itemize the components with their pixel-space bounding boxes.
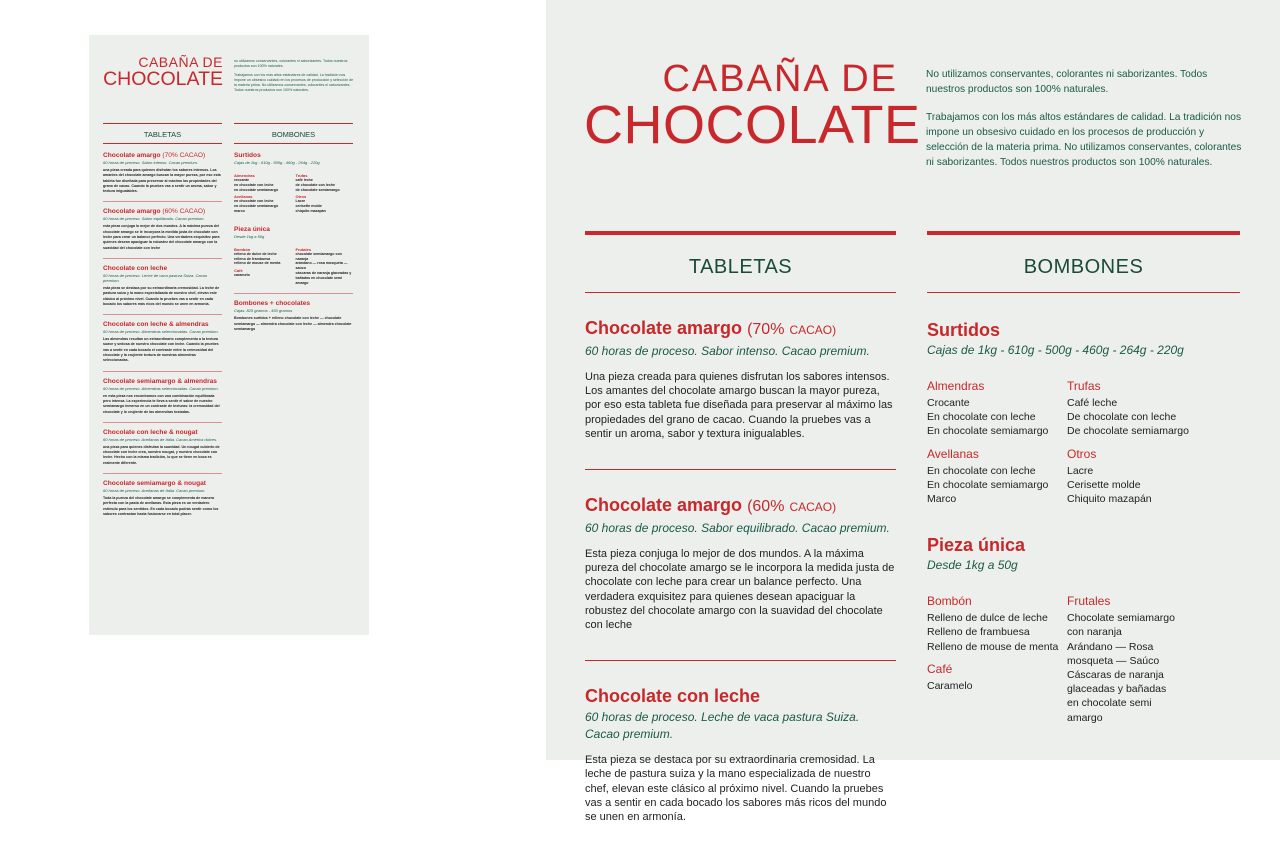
product-name: Chocolate con leche [585,686,761,707]
thumbnail-bombones-chocolates-subtitle: Cajas: 825 gramos - 450 gramos [234,308,293,314]
thumbnail-product-name: Chocolate semiamargo & nougat [103,480,206,488]
flavor-line: Cáscaras de naranja glaceadas y bañadas en chocolate semi amargo [1067,669,1167,724]
product-percent: (70% [747,321,785,338]
thumbnail-group-title: Bombón [234,246,251,252]
flavor-group [1067,447,1227,507]
thumbnail-bombones-column [234,123,353,332]
thumbnail-group-title: Otros [295,194,307,200]
menu-page [546,0,1280,824]
thumbnail-product [103,265,222,315]
thumbnail-surtidos-name: Surtidos [234,152,261,159]
flavor-line: Relleno de mouse de menta [927,640,1059,653]
flavor-line: De chocolate con leche [1067,411,1177,424]
thumbnail-product [103,208,222,258]
flavor-line: Caramelo [927,679,973,692]
thumbnail-product-description: Las almendras resultan un extraordinario complemento a la textura suave y sedosa de nuestro chocolate con leche. Cuando la pruebes vas a sentir en cada bocado el contraste entre la cremosidad del chocolate y la crujiente textura de nuestras almendras seleccionadas. [103,337,219,363]
thumbnail-intro [234,59,356,97]
brand-title-line1: CABAÑA DE [662,58,898,100]
flavor-line: Crocante [927,397,970,409]
thumbnail-group-line: relleno de dulce de leche [234,251,277,256]
product-name: Chocolate amargo [585,495,743,516]
thumbnail-product-description: una pieza creada para quienes disfrutan los sabores intensos. Los amantes del chocolate amargo buscan la mayor pureza, por eso esta tableta fue diseñada para preservar al máximo las propiedades del grano de cacao. Cuando la pruebes vas a sentir un aroma, sabor y textura inigualables. [103,168,221,194]
thumbnail-group-title: Café [234,268,243,274]
product-description: Una pieza creada para quienes disfrutan los sabores intensos. Los amantes del chocolate amargo buscan la mayor pureza, por eso esta tableta fue diseñada para preservar al máximo las propiedades del grano de cacao. Cuando la pruebes vas a sentir un aroma, sabor y textura inigualables. [585,371,893,440]
thumbnail-product-name: Chocolate con leche & nougat [103,428,198,436]
flavor-group [927,662,1067,693]
flavor-column [927,594,1067,725]
thumbnail-group-line: Lacre [295,199,306,204]
flavor-line: Relleno de frambuesa [927,626,1030,639]
flavor-line: Cerisette molde [1067,478,1141,491]
intro-paragraph-2: Trabajamos con los más altos estándares de calidad. La tradición nos impone un obsesivo cuidado en los procesos de producción y selección de la materia prima. No utilizamos conservantes, colorantes ni saborizantes. Todos nuestros productos son 100% naturales. [926,112,1242,168]
flavor-line: Marco [927,493,957,506]
flavor-line: Café leche [1067,397,1118,409]
product-percent: (60% [747,498,785,516]
thumbnail-title-line2: CHOCOLATE [103,68,223,90]
pieza-name: Pieza única [927,535,1026,556]
flavor-line: En chocolate con leche [927,411,1036,424]
flavor-group [1067,594,1227,725]
thumbnail-group-title: Avellanas [234,194,253,200]
thumbnail-group-line: chiquito mazapán [295,208,326,213]
brand-title [584,58,921,155]
tabletas-header: TABLETAS [585,235,896,293]
intro-paragraph-1: No utilizamos conservantes, colorantes ni saborizantes. Todos nuestros productos son 100% naturales. [926,69,1208,95]
thumbnail-surtidos-grid [234,171,353,214]
product-item [585,661,896,852]
flavor-line: En chocolate semiamargo [927,478,1049,491]
thumbnail-product-name: Chocolate amargo [103,208,161,216]
flavor-line: Chiquito mazapán [1067,493,1152,506]
thumbnail-product-percent: (70% CACAO) [162,152,206,159]
flavor-group [927,594,1067,654]
thumbnail-product-description: esta pieza conjuga lo mejor de dos mundos. A la máxima pureza del chocolate amargo se le incorpora la medida justa de chocolate con leche para crear un balance perfecto. Una verdadera exquisitez para quienes desean apaciguar la robustez del chocolate amargo con la suavidad del chocolate con leche [103,224,220,250]
thumbnail-product-name: Chocolate semiamargo & almendras [103,377,217,385]
flavor-group-title: Avellanas [927,446,979,461]
intro-text [926,67,1242,183]
thumbnail-group-line: crocante [234,178,249,182]
flavor-line: Chocolate semiamargo con naranja [1067,612,1175,639]
thumbnail-product [103,480,222,524]
thumbnail-group-line: de chocolate con leche [295,182,336,187]
thumbnail-product [103,321,222,371]
thumbnail-product-subtitle: 60 horas de proceso. Avellanas de Italia. Cacao premium. [103,488,206,494]
flavor-line: Relleno de dulce de leche [927,612,1048,625]
thumbnail-group-line: relleno de frambuesa [234,256,271,261]
flavor-line: De chocolate semiamargo [1067,425,1189,438]
thumbnail-product-description: Toda la pureza del chocolate amargo se complementa de manera perfecta con la pasta de avellanas. Esta pieza es un verdadero estímulo para los sentidos. En cada bocado podrás sentir como los sabores contrastan hasta fusionarse en total placer. [103,496,219,516]
thumbnail-group-line: cerisette molde [295,204,322,209]
thumbnail-product-percent: (60% CACAO) [162,208,206,216]
thumbnail-bombones-chocolates-description: Bombones surtidos + relleno chocolate con leche — chocolate semiamargo — almendra chocolate con leche — almendra chocolate semiamargo [234,316,352,331]
brand-title-line2: CHOCOLATE [584,95,921,155]
product-subtitle: 60 horas de proceso. Sabor intenso. Cacao premium. [585,344,870,358]
surtidos-grid [927,379,1240,514]
thumbnail-group-title: Frutales [295,246,312,252]
flavor-group-title: Otros [1067,446,1097,461]
thumbnail-group-title: Almendras [234,173,255,178]
thumbnail-product-subtitle: 60 horas de proceso. Sabor intenso. Cacao premium. [103,160,198,165]
thumbnail-tabletas-column [103,123,222,530]
flavor-group-title: Bombón [927,594,972,609]
thumbnail-intro-p1: no utilizamos conservantes, colorantes ni saborizantes. Todos nuestros productos son 100% naturales. [234,59,348,68]
thumbnail-product-description: en esta pieza nos encontramos con una combinación equilibrada pero intensa. La experiencia te lleva a sentir el sabor de nuestro semiamargo inmerso en un contraste de texturas: la cremosidad del chocolate y lo crujiente de las almendras tostadas. [103,393,220,414]
product-description: Esta pieza se destaca por su extraordinaria cremosidad. La leche de pastura suiza y la mano especializada de nuestro chef, elevan este clásico al próximo nivel. Cuando la pruebes vas a sentir en cada bocado los sabores más ricos del mundo se unen en armonía. [585,754,887,824]
thumbnail-product [103,378,222,423]
surtidos-name: Surtidos [927,320,1001,340]
thumbnail-group-title: Trufas [295,173,308,178]
flavor-group [927,447,1067,507]
thumbnail-group-line: relleno de mouse de menta [234,261,281,266]
product-cacao-label: CACAO) [789,323,837,337]
flavor-group-title: Café [927,661,953,676]
thumbnail-group-line: café leche [295,178,313,182]
thumbnail-pieza-subtitle: Desde 1kg a 50g [234,233,265,239]
thumbnail-product-subtitle: 60 horas de proceso. Avellanas de Italia. Cacao América dulces. [103,436,218,442]
thumbnail-product-name: Chocolate con leche [103,264,168,272]
thumbnail-group-line: arándano — rosa mosqueta — saúco [295,261,348,271]
thumbnail-product-subtitle: 60 horas de proceso. Sabor equilibrado. Cacao premium. [103,216,205,222]
product-cacao-label: CACAO) [789,500,837,515]
thumbnail-product [103,152,222,202]
thumbnail-product-description: una pieza para quienes disfrutan la suavidad. Un nougat cubierto de chocolate con leche crea, nuestro nougat, y nuestro chocolate con leche. Hecho con la misma tradición, lo que se tiene en boca es realmente diferente. [103,444,220,465]
thumbnail-product-name: Chocolate con leche & almendras [103,321,209,329]
thumbnail-product-subtitle: 60 horas de proceso. Almendras seleccionadas. Cacao premium. [103,329,219,335]
thumbnail-bombones-header: BOMBONES [234,124,353,144]
thumbnail-tabletas-header: TABLETAS [103,124,222,144]
thumbnail-group-line: en chocolate con leche [234,199,274,204]
thumbnail-title-line1: CABAÑA DE [138,54,223,70]
thumbnail-product-subtitle: 60 horas de proceso. Almendras seleccionadas. Cacao premium. [103,385,219,391]
thumbnail-title [103,55,223,90]
thumbnail-bombones-chocolates-name: Bombones + chocolates [234,300,311,308]
thumbnail-product-description: esta pieza se destaca por su extraordinaria cremosidad. La leche de pastura suiza y la mano especializada de nuestro chef, elevan este clásico al próximo nivel. Cuando la pruebes vas a sentir en cada bocado los sabores más ricos del mundo se unen en armonía. [103,285,220,306]
thumbnail-product [103,429,222,474]
thumbnail-product-subtitle: 60 horas de proceso. Leche de vaca pastura Suiza. Cacao premium. [103,272,208,283]
thumbnail-group-line: de chocolate semiamargo [295,187,340,192]
product-description: Esta pieza conjuga lo mejor de dos mundos. A la máxima pureza del chocolate amargo se le incorpora la medida justa de chocolate con leche para crear un balance perfecto. Una verdadera exquisitez para quienes desean apaciguar la robustez del chocolate amargo con la suavidad del chocolate con leche [585,548,895,632]
thumbnail-group-line: en chocolate semiamargo [234,204,279,209]
thumbnail-intro-p2: Trabajamos con los más altos estándares de calidad. La tradición nos impone un obsesivo cuidado en los procesos de producción y selección de la materia prima. No utilizamos conservantes, colorantes ni saborizantes. Todos nuestros productos son 100% naturales. [234,73,354,92]
product-item [585,470,896,661]
product-subtitle: 60 horas de proceso. Sabor equilibrado. Cacao premium. [585,521,890,536]
thumbnail-pieza-grid [234,245,353,286]
flavor-line: Arándano — Rosa mosqueta — Saúco [1067,640,1160,667]
bombones-header: BOMBONES [927,235,1240,293]
thumbnail-page[interactable] [89,35,369,635]
surtidos-subtitle: Cajas de 1kg - 610g - 500g - 460g - 264g - 220g [927,343,1184,357]
pieza-section [927,514,1240,733]
thumbnail-group-line: en chocolate semiamargo [234,187,279,192]
thumbnail-product-name: Chocolate amargo [103,152,161,159]
pieza-subtitle: Desde 1kg a 50g [927,558,1018,573]
thumbnail-group-line: en chocolate con leche [234,182,274,187]
flavor-line: En chocolate con leche [927,464,1036,477]
tabletas-column [585,231,896,852]
flavor-group [1067,379,1227,439]
thumbnail-surtidos-subtitle: Cajas de 1kg - 610g - 500g - 460g - 264g - 220g [234,160,320,165]
flavor-group-title: Almendras [927,379,985,393]
thumbnail-group-line: caramelo [234,273,250,278]
flavor-line: Lacre [1067,464,1094,477]
flavor-group-title: Trufas [1067,379,1101,393]
thumbnail-group-line: cáscaras de naranja glaceadas y bañadas en chocolate semi amargo [295,270,352,285]
thumbnail-pieza-name: Pieza única [234,225,270,233]
bombones-column [927,231,1240,733]
pieza-grid [927,594,1240,733]
flavor-group-title: Frutales [1067,594,1111,609]
thumbnail-group-line: chocolate semiamargo con naranja [295,251,342,261]
flavor-group [927,379,1067,439]
product-item [585,293,896,470]
flavor-line: En chocolate semiamargo [927,425,1049,438]
product-subtitle: 60 horas de proceso. Leche de vaca pastura Suiza. Cacao premium. [585,710,860,742]
thumbnail-group-line: marco [234,208,245,213]
surtidos-section [927,293,1240,514]
product-name: Chocolate amargo [585,318,743,338]
